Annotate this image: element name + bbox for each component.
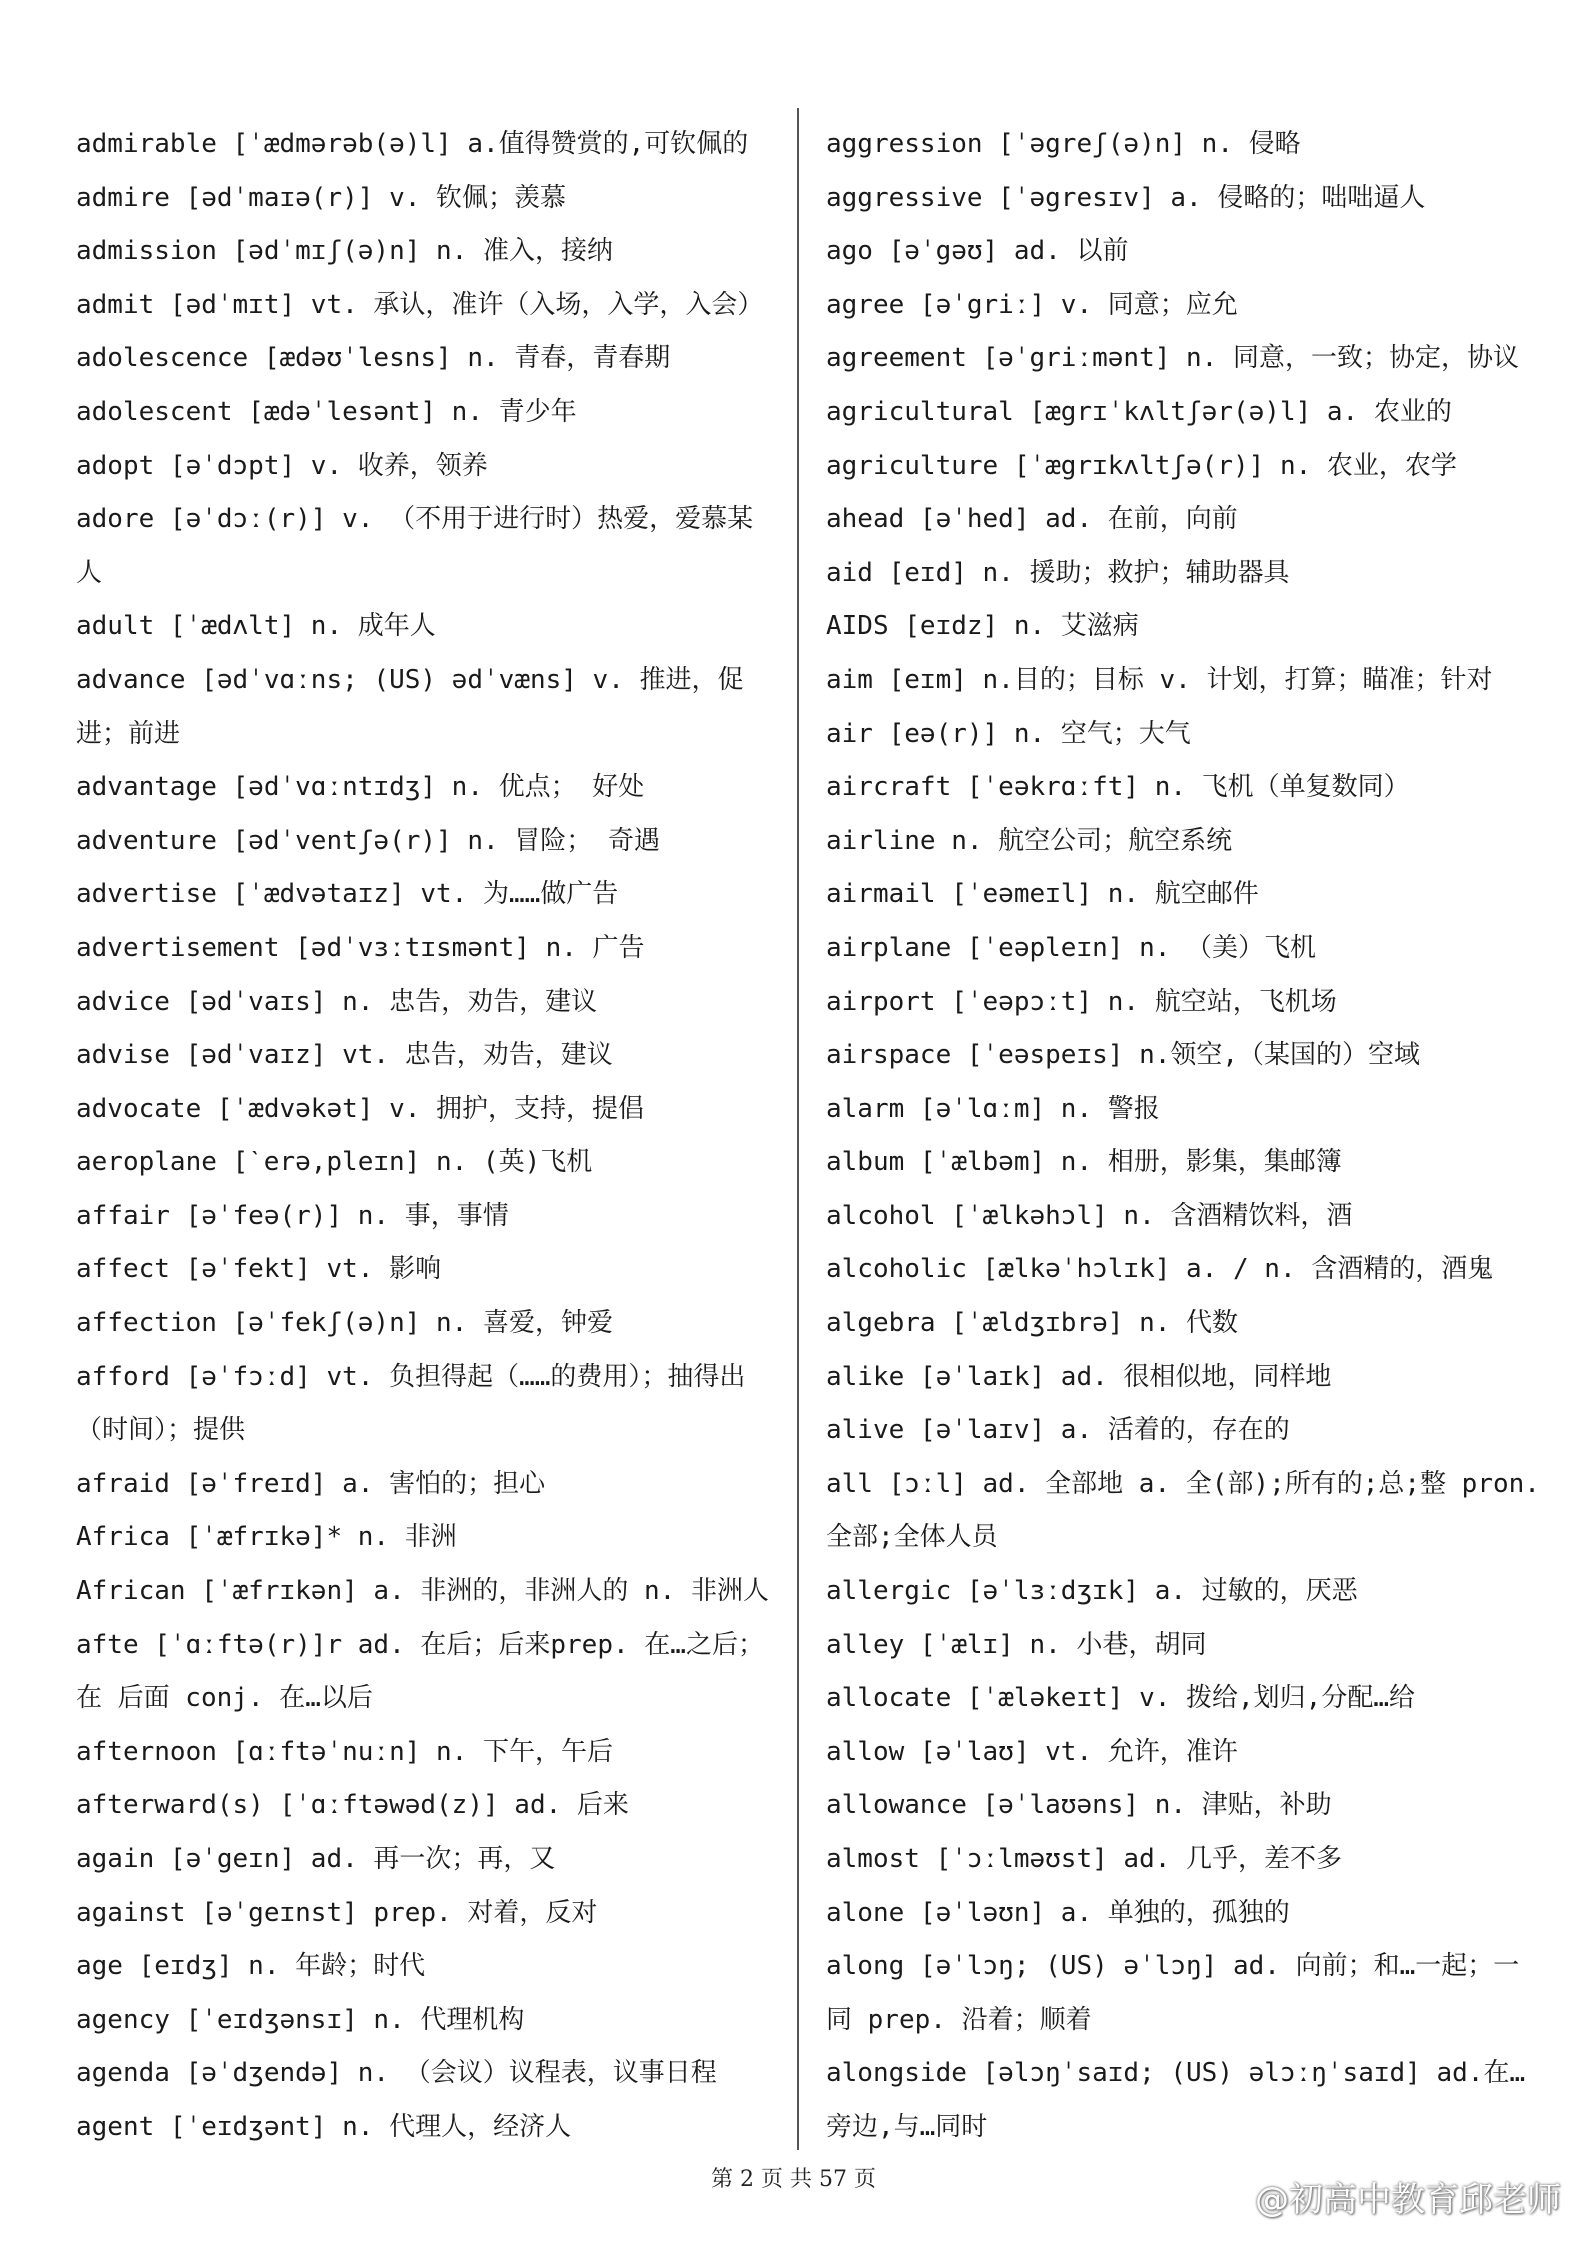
vocab-entry: against [əˈgeɪnst] prep. 对着，反对 (76, 1897, 598, 1928)
vocab-entry: advise [ədˈvaɪz] vt. 忠告，劝告，建议 (76, 1040, 613, 1071)
vocab-entry: allocate [ˈæləkeɪt] v. 拨给,划归,分配…给 (826, 1683, 1415, 1714)
vocab-entry: affect [əˈfekt] vt. 影响 (76, 1254, 442, 1285)
vocab-entry: affection [əˈfekʃ(ə)n] n. 喜爱，钟爱 (76, 1308, 613, 1339)
vocab-entry: airmail [ˈeəmeɪl] n. 航空邮件 (826, 879, 1259, 910)
vocab-entry: alley [ˈælɪ] n. 小巷，胡同 (826, 1629, 1207, 1660)
vocab-entry: allow [əˈlaʊ] vt. 允许，准许 (826, 1736, 1238, 1767)
vocab-entry: alike [əˈlaɪk] ad. 很相似地，同样地 (826, 1361, 1332, 1392)
vocab-entry: admire [ədˈmaɪə(r)] v. 钦佩；羡慕 (76, 182, 567, 213)
vocab-entry: agricultural [ægrɪˈkʌltʃər(ə)l] a. 农业的 (826, 396, 1452, 427)
vocab-entry: along [əˈlɔŋ; (US) əˈlɔŋ] ad. 向前；和…一起；一同 prep. 沿着；顺着 (826, 1951, 1520, 2035)
vocab-entry: agriculture [ˈægrɪkʌltʃə(r)] n. 农业，农学 (826, 450, 1457, 481)
vocab-entry: agreement [əˈgriːmənt] n. 同意，一致；协定，协议 (826, 343, 1519, 374)
vocab-entry: admission [ədˈmɪʃ(ə)n] n. 准入，接纳 (76, 236, 613, 267)
vocab-entry: afternoon [ɑːftəˈnuːn] n. 下午，午后 (76, 1736, 613, 1767)
vocab-entry: aid [eɪd] n. 援助；救护；辅助器具 (826, 557, 1290, 588)
vocab-entry: adolescence [ædəʊˈlesns] n. 青春，青春期 (76, 343, 671, 374)
vocab-entry: advice [ədˈvaɪs] n. 忠告，劝告，建议 (76, 986, 598, 1017)
vocab-entry: advertisement [ədˈvɜːtɪsmənt] n. 广告 (76, 932, 645, 963)
vocab-entry: afterward(s) [ˈɑːftəwəd(z)] ad. 后来 (76, 1790, 629, 1821)
vocab-entry: aircraft [ˈeəkrɑːft] n. 飞机（单复数同） (826, 772, 1410, 803)
vocab-entry: Africa [ˈæfrɪkə]* n. 非洲 (76, 1522, 457, 1553)
vocab-entry: afford [əˈfɔːd] vt. 负担得起（……的费用）；抽得出（时间）；提供 (76, 1361, 746, 1446)
vocab-entry: agenda [əˈdʒendə] n. （会议）议程表，议事日程 (76, 2058, 717, 2089)
vocab-entry: alcoholic [ælkəˈhɔlɪk] a. / n. 含酒精的，酒鬼 (826, 1254, 1494, 1285)
vocab-entry: admit [ədˈmɪt] vt. 承认，准许（入场，入学，入会） (76, 289, 764, 320)
right-column (826, 118, 1544, 2155)
vocab-entry: alcohol [ˈælkəhɔl] n. 含酒精饮料，酒 (826, 1200, 1353, 1231)
vocab-entry: aeroplane [ˋerə,pleɪn] n. (英)飞机 (76, 1147, 593, 1178)
vocab-entry: alive [əˈlaɪv] a. 活着的，存在的 (826, 1415, 1290, 1446)
vocab-entry: agree [əˈgriː] v. 同意；应允 (826, 289, 1238, 320)
vocab-entry: almost [ˈɔːlməʊst] ad. 几乎，差不多 (826, 1844, 1343, 1874)
column-divider (797, 108, 799, 2150)
vocab-entry: alarm [əˈlɑːm] n. 警报 (826, 1093, 1160, 1124)
vocab-entry: airport [ˈeəpɔːt] n. 航空站，飞机场 (826, 986, 1337, 1017)
vocab-entry: air [eə(r)] n. 空气；大气 (826, 718, 1191, 749)
watermark: @初高中教育邱老师 (1255, 2180, 1561, 2220)
vocab-entry: ago [əˈgəʊ] ad. 以前 (826, 236, 1129, 267)
vocab-entry: aggression [ˈəgreʃ(ə)n] n. 侵略 (826, 129, 1301, 159)
vocab-entry: alone [əˈləʊn] a. 单独的，孤独的 (826, 1897, 1290, 1928)
vocab-entry: age [eɪdʒ] n. 年龄；时代 (76, 1951, 426, 1982)
vocab-entry: aim [eɪm] n.目的；目标 v. 计划，打算；瞄准；针对 (826, 664, 1493, 695)
vocab-entry: advantage [ədˈvɑːntɪdʒ] n. 优点； 好处 (76, 772, 645, 803)
vocab-entry: adventure [ədˈventʃə(r)] n. 冒险； 奇遇 (76, 825, 660, 856)
vocab-entry: album [ˈælbəm] n. 相册，影集，集邮簿 (826, 1147, 1342, 1178)
vocab-entry: adopt [əˈdɔpt] v. 收养，领养 (76, 450, 488, 481)
vocab-entry: ahead [əˈhed] ad. 在前，向前 (826, 504, 1238, 535)
vocab-entry: African [ˈæfrɪkən] a. 非洲的，非洲人的 n. 非洲人 (76, 1576, 769, 1607)
vocab-entry: advertise [ˈædvətaɪz] vt. 为……做广告 (76, 879, 619, 910)
vocab-entry: allergic [əˈlɜːdʒɪk] a. 过敏的，厌恶 (826, 1576, 1358, 1607)
vocab-entry: afraid [əˈfreɪd] a. 害怕的；担心 (76, 1468, 546, 1499)
vocab-entry: aggressive [ˈəgresɪv] a. 侵略的；咄咄逼人 (826, 182, 1426, 213)
vocab-entry: alongside [əlɔŋˈsaɪd; (US) əlɔːŋˈsaɪd] ad.在…旁边,与…同时 (826, 2058, 1526, 2142)
vocab-entry: advocate [ˈædvəkət] v. 拥护，支持，提倡 (76, 1093, 645, 1124)
vocab-entry: airplane [ˈeəpleɪn] n. （美）飞机 (826, 932, 1317, 963)
vocab-entry: again [əˈgeɪn] ad. 再一次；再，又 (76, 1844, 556, 1874)
vocab-entry: agent [ˈeɪdʒənt] n. 代理人，经济人 (76, 2111, 572, 2142)
vocab-entry: adult [ˈædʌlt] n. 成年人 (76, 611, 436, 642)
vocab-entry: admirable [ˈædmərəb(ə)l] a.值得赞赏的,可钦佩的 (76, 129, 749, 159)
left-column (76, 118, 776, 2155)
vocab-entry: allowance [əˈlaʊəns] n. 津贴，补助 (826, 1790, 1332, 1821)
vocab-entry: adore [əˈdɔː(r)] v. （不用于进行时）热爱，爱慕某人 (76, 504, 754, 588)
page-footer: 第 2 页 共 57 页 (711, 2167, 876, 2192)
vocab-entry: airline n. 航空公司；航空系统 (826, 825, 1233, 856)
vocab-entry: agency [ˈeɪdʒənsɪ] n. 代理机构 (76, 2004, 525, 2035)
vocab-entry: adolescent [ædəˈlesənt] n. 青少年 (76, 396, 577, 427)
vocab-entry: airspace [ˈeəspeɪs] n.领空,（某国的）空域 (826, 1040, 1421, 1071)
vocab-entry: AIDS [eɪdz] n. 艾滋病 (826, 611, 1139, 642)
vocab-entry: advance [ədˈvɑːns; (US) ədˈvæns] v. 推进，促进；前进 (76, 664, 744, 749)
vocab-entry: afte [ˈɑːftə(r)]r ad. 在后；后来prep. 在…之后；在 后面 conj. 在…以后 (76, 1629, 764, 1714)
vocab-entry: all [ɔːl] ad. 全部地 a. 全(部);所有的;总;整 pron. 全部;全体人员 (826, 1468, 1540, 1553)
vocab-entry: affair [əˈfeə(r)] n. 事，事情 (76, 1200, 509, 1231)
vocab-entry: algebra [ˈældʒɪbrə] n. 代数 (826, 1308, 1239, 1339)
